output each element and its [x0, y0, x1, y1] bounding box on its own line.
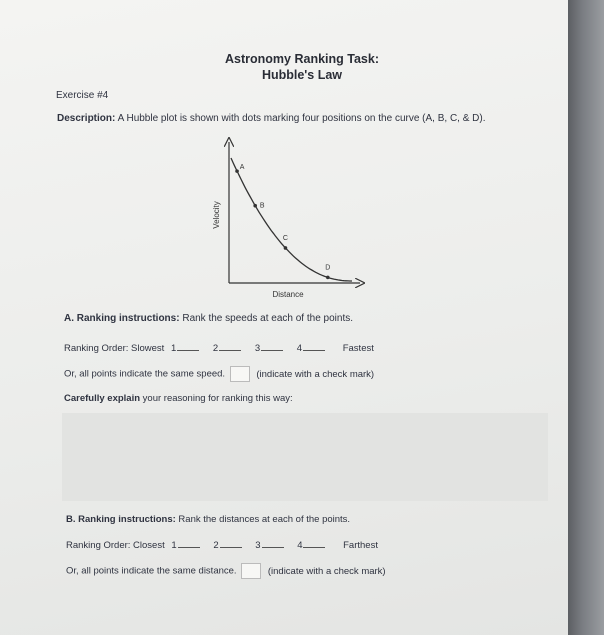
section-b-slot-3-label: 3: [255, 540, 261, 551]
section-a-instruction: Rank the speeds at each of the points.: [179, 313, 354, 324]
curve-point-label-a: A: [239, 164, 245, 172]
section-a-explain-rest: your reasoning for ranking this way:: [140, 393, 293, 404]
section-a-order-label: Ranking Order: Slowest: [64, 343, 165, 354]
curve-point-b: [253, 204, 257, 208]
section-b-heading: B. Ranking instructions:: [66, 514, 176, 525]
section-b-same-hint: (indicate with a check mark): [267, 565, 386, 577]
curve-point-a: [235, 169, 239, 173]
section-b-same-row: [66, 563, 386, 579]
section-a-slot-1-blank[interactable]: [177, 341, 199, 351]
description-label: Description:: [57, 113, 116, 124]
section-a-same-hint: (indicate with a check mark): [256, 368, 375, 380]
section-b-slot-2-blank[interactable]: [220, 538, 242, 548]
curve-point-d: [326, 276, 330, 280]
section-b-slot-4-blank[interactable]: [303, 538, 325, 548]
section-b-same-prefix: Or, all points indicate the same distance.: [66, 565, 237, 577]
section-a-slot-3-blank[interactable]: [261, 341, 283, 351]
section-a-slot-2-blank[interactable]: [219, 341, 241, 351]
section-a-same-prefix: Or, all points indicate the same speed.: [64, 368, 226, 380]
section-a-explain: [64, 393, 293, 404]
section-a-end-label: Fastest: [342, 343, 374, 354]
background-edge: [568, 0, 604, 635]
hubble-plot: [0, 0, 568, 310]
section-b-same-checkbox[interactable]: [241, 563, 261, 579]
section-b-order-label: Ranking Order: Closest: [66, 540, 165, 551]
section-a-instructions: [64, 313, 353, 324]
section-a-slot-2-label: 2: [212, 343, 219, 354]
section-a-ranking-row: [64, 341, 374, 354]
exercise-number: Exercise #4: [56, 90, 109, 101]
curve-points: [235, 164, 330, 279]
section-a-slot-4-blank[interactable]: [303, 341, 325, 351]
section-a-same-checkbox[interactable]: [230, 366, 250, 382]
section-a-heading: A. Ranking instructions:: [64, 313, 180, 324]
section-b-ranking-row: [66, 538, 378, 551]
hubble-curve: [231, 158, 352, 281]
section-b-slot-4-label: 4: [297, 540, 303, 551]
y-axis-label: Velocity: [212, 201, 221, 229]
curve-point-label-c: C: [282, 234, 288, 242]
curve-point-label-b: B: [259, 202, 265, 210]
section-b-slot-2-label: 2: [213, 540, 219, 551]
section-b-end-label: Farthest: [343, 540, 378, 551]
section-b-slot-1-label: 1: [171, 540, 177, 551]
explanation-answer-area[interactable]: [62, 413, 548, 501]
section-a-slot-3-label: 3: [254, 343, 261, 354]
description-text: A Hubble plot is shown with dots marking four positions on the curve (A, B, C, & D).: [115, 113, 486, 124]
curve-point-c: [284, 246, 288, 250]
section-b-slot-3-blank[interactable]: [262, 538, 284, 548]
x-axis-label: Distance: [272, 290, 304, 299]
section-a-slot-1-label: 1: [170, 343, 177, 354]
curve-point-label-d: D: [325, 264, 331, 272]
section-b-instructions: [66, 514, 350, 525]
section-a-explain-bold: Carefully explain: [64, 393, 141, 404]
section-a-same-row: [64, 366, 374, 382]
section-b-slot-1-blank[interactable]: [178, 538, 200, 548]
page-title: Astronomy Ranking Task:: [225, 52, 379, 66]
page-subtitle: Hubble's Law: [261, 68, 343, 82]
section-b-instruction: Rank the distances at each of the points.: [175, 514, 351, 525]
section-a-slot-4-label: 4: [296, 343, 303, 354]
